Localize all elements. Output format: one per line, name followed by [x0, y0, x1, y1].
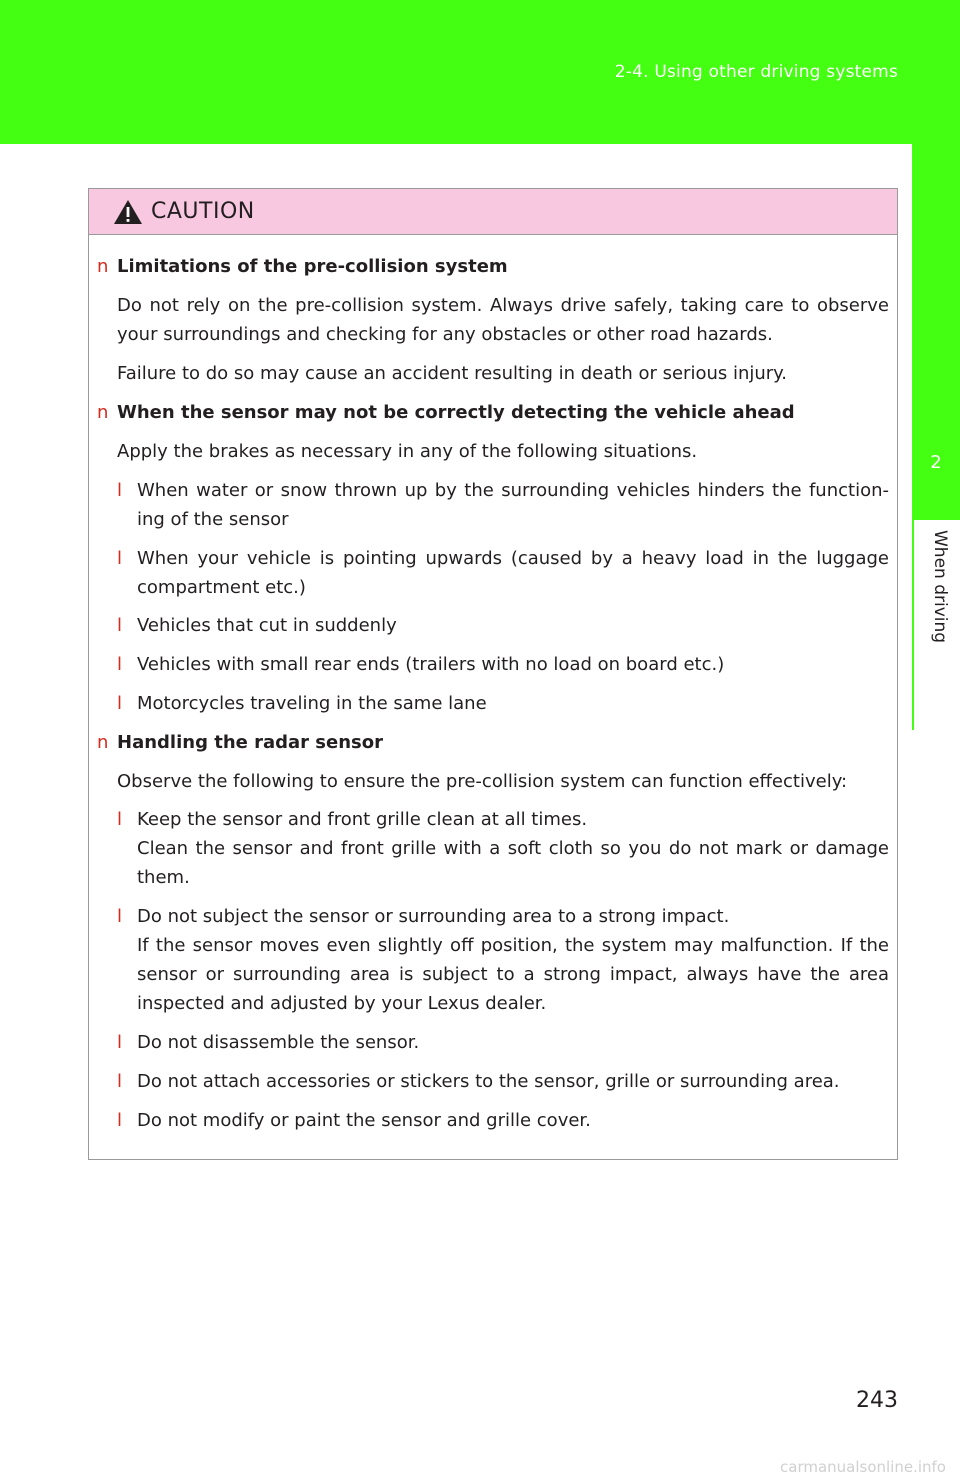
- list-item-line: Vehicles with small rear ends (trailers with no load on board etc.): [137, 654, 725, 675]
- warning-triangle-icon: [113, 199, 143, 225]
- side-tab: [912, 144, 960, 520]
- list-item-line: ing of the sensor: [137, 509, 289, 530]
- list-item-line: inspected and adjusted by your Lexus dealer.: [137, 993, 547, 1014]
- list-item-line: Do not modify or paint the sensor and grille cover.: [137, 1110, 591, 1131]
- item-bullet: l: [117, 480, 123, 501]
- section-heading: Handling the radar sensor: [117, 732, 384, 753]
- section-title: 2-4. Using other driving systems: [614, 62, 898, 82]
- paragraph-line: Do not rely on the pre-collision system. Always drive safely, taking care to observe: [117, 295, 889, 316]
- item-bullet: l: [117, 548, 123, 569]
- side-divider: [912, 520, 914, 730]
- list-item-line: Do not subject the sensor or surrounding area to a strong impact.: [137, 906, 730, 927]
- list-item-line: Clean the sensor and front grille with a soft cloth so you do not mark or damage: [137, 838, 889, 859]
- paragraph-line: Failure to do so may cause an accident resulting in death or serious injury.: [117, 363, 787, 384]
- side-tab-number: 2: [930, 452, 942, 473]
- side-tab-label: When driving: [930, 530, 950, 644]
- list-item-line: Motorcycles traveling in the same lane: [137, 693, 487, 714]
- list-item-line: Do not disassemble the sensor.: [137, 1032, 420, 1053]
- item-bullet: l: [117, 1071, 123, 1092]
- watermark: carmanualsonline.info: [780, 1458, 946, 1476]
- list-item-line: When water or snow thrown up by the surrounding vehicles hinders the function-: [137, 480, 889, 501]
- caution-title: CAUTION: [151, 199, 255, 224]
- list-item-line: them.: [137, 867, 190, 888]
- list-item-line: When your vehicle is pointing upwards (caused by a heavy load in the luggage: [137, 548, 889, 569]
- list-item-line: Keep the sensor and front grille clean at all times.: [137, 809, 588, 830]
- item-bullet: l: [117, 906, 123, 927]
- caution-header: [89, 189, 897, 235]
- section-bullet: n: [97, 732, 109, 753]
- section-intro: Observe the following to ensure the pre-collision system can function effectively:: [117, 771, 848, 792]
- list-item-line: compartment etc.): [137, 577, 306, 598]
- list-item-line: If the sensor moves even slightly off position, the system may malfunction. If the: [137, 935, 889, 956]
- item-bullet: l: [117, 1032, 123, 1053]
- list-item-line: Do not attach accessories or stickers to the sensor, grille or surrounding area.: [137, 1071, 840, 1092]
- section-bullet: n: [97, 256, 109, 277]
- list-item-line: sensor or surrounding area is subject to a strong impact, always have the area: [137, 964, 889, 985]
- item-bullet: l: [117, 654, 123, 675]
- section-intro: Apply the brakes as necessary in any of the following situations.: [117, 441, 698, 462]
- section-heading: Limitations of the pre-collision system: [117, 256, 508, 277]
- section-bullet: n: [97, 402, 109, 423]
- section-heading: When the sensor may not be correctly detecting the vehicle ahead: [117, 402, 795, 423]
- caution-box: [88, 188, 898, 1160]
- item-bullet: l: [117, 1110, 123, 1131]
- header-band: [0, 0, 960, 144]
- item-bullet: l: [117, 809, 123, 830]
- item-bullet: l: [117, 615, 123, 636]
- page-number: 243: [856, 1388, 898, 1413]
- paragraph-line: your surroundings and checking for any obstacles or other road hazards.: [117, 324, 773, 345]
- list-item-line: Vehicles that cut in suddenly: [137, 615, 397, 636]
- item-bullet: l: [117, 693, 123, 714]
